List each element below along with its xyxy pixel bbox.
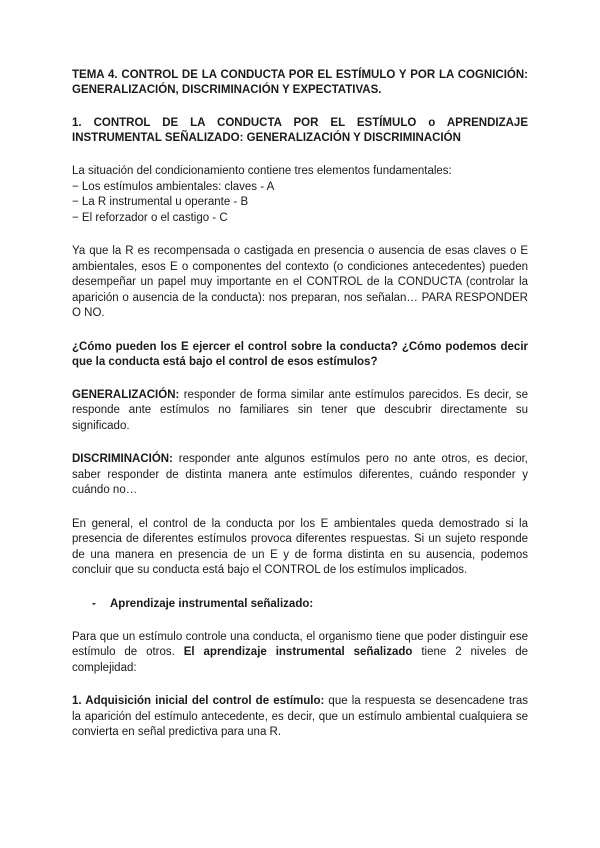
senalizado-bold: El aprendizaje instrumental señalizado bbox=[183, 646, 413, 658]
document-page bbox=[72, 68, 528, 741]
question-paragraph: ¿Cómo pueden los E ejercer el control sobre la conducta? ¿Cómo podemos decir que la conducta está bajo el control de esos estímulos? bbox=[72, 340, 528, 368]
discriminacion-paragraph bbox=[72, 452, 528, 499]
intro-lead: La situación del condicionamiento contiene tres elementos fundamentales: bbox=[72, 165, 452, 177]
paragraph-senalizado bbox=[72, 630, 528, 677]
intro-block bbox=[72, 164, 528, 226]
level1-term: 1. Adquisición inicial del control de estímulo: bbox=[72, 695, 325, 707]
intro-item-b: − La R instrumental u operante - B bbox=[72, 196, 249, 208]
paragraph-general: En general, el control de la conducta por los E ambientales queda demostrado si la presencia de diferentes estímulos provoca diferentes respuestas. Si un sujeto responde de una manera en presencia de un E y de forma distinta en su ausencia, podemos concluir que su conducta está bajo el CONTROL de los estímulos implicados. bbox=[72, 517, 528, 576]
section-heading-1: 1. CONTROL DE LA CONDUCTA POR EL ESTÍMULO o APRENDIZAJE INSTRUMENTAL SEÑALIZADO: GENERALIZACIÓN Y DISCRIMINACIÓN bbox=[72, 117, 528, 144]
discriminacion-term: DISCRIMINACIÓN: bbox=[72, 453, 173, 465]
paragraph-claves: Ya que la R es recompensada o castigada en presencia o ausencia de esas claves o E ambientales, esos E o componentes del contexto (o condiciones antecedentes) pueden desempeñar un papel muy importante en el CONTROL de la CONDUCTA (controlar la aparición o ausencia de la conducta): nos preparan, nos señalan… PARA RESPONDER O NO. bbox=[72, 245, 528, 319]
level1-paragraph bbox=[72, 694, 528, 741]
discriminacion-text: responder ante algunos estímulos pero no ante otros, es decior, saber responder de distinta manera ante estímulos diferentes, cuándo responder y cuándo no… bbox=[72, 453, 528, 496]
level1-text: que la respuesta se desencadene tras la aparición del estímulo antecedente, es decir, que un estímulo ambiental cualquiera se convierta en señal predictiva para una R. bbox=[72, 695, 528, 738]
generalizacion-term: GENERALIZACIÓN: bbox=[72, 388, 180, 401]
senalizado-after: tiene 2 niveles de complejidad: bbox=[72, 646, 528, 674]
bullet-dash: - bbox=[92, 597, 96, 610]
intro-item-c: − El reforzador o el castigo - C bbox=[72, 211, 228, 224]
document-title: TEMA 4. CONTROL DE LA CONDUCTA POR EL ESTÍMULO Y POR LA COGNICIÓN: GENERALIZACIÓN, DISCRIMINACIÓN Y EXPECTATIVAS. bbox=[72, 69, 528, 96]
bullet-label: Aprendizaje instrumental señalizado: bbox=[110, 597, 314, 610]
generalizacion-paragraph bbox=[72, 388, 528, 435]
intro-item-a: − Los estímulos ambientales: claves - A bbox=[72, 180, 275, 193]
senalizado-before: Para que un estímulo controle una conducta, el organismo tiene que poder distinguir ese estímulo de otros. bbox=[72, 630, 528, 658]
generalizacion-text: responder de forma similar ante estímulos parecidos. Es decir, se responde ante estímulos no familiares sin tener que descubrir directamente su significado. bbox=[72, 388, 528, 432]
bullet-aprendizaje-senalizado bbox=[92, 597, 528, 612]
